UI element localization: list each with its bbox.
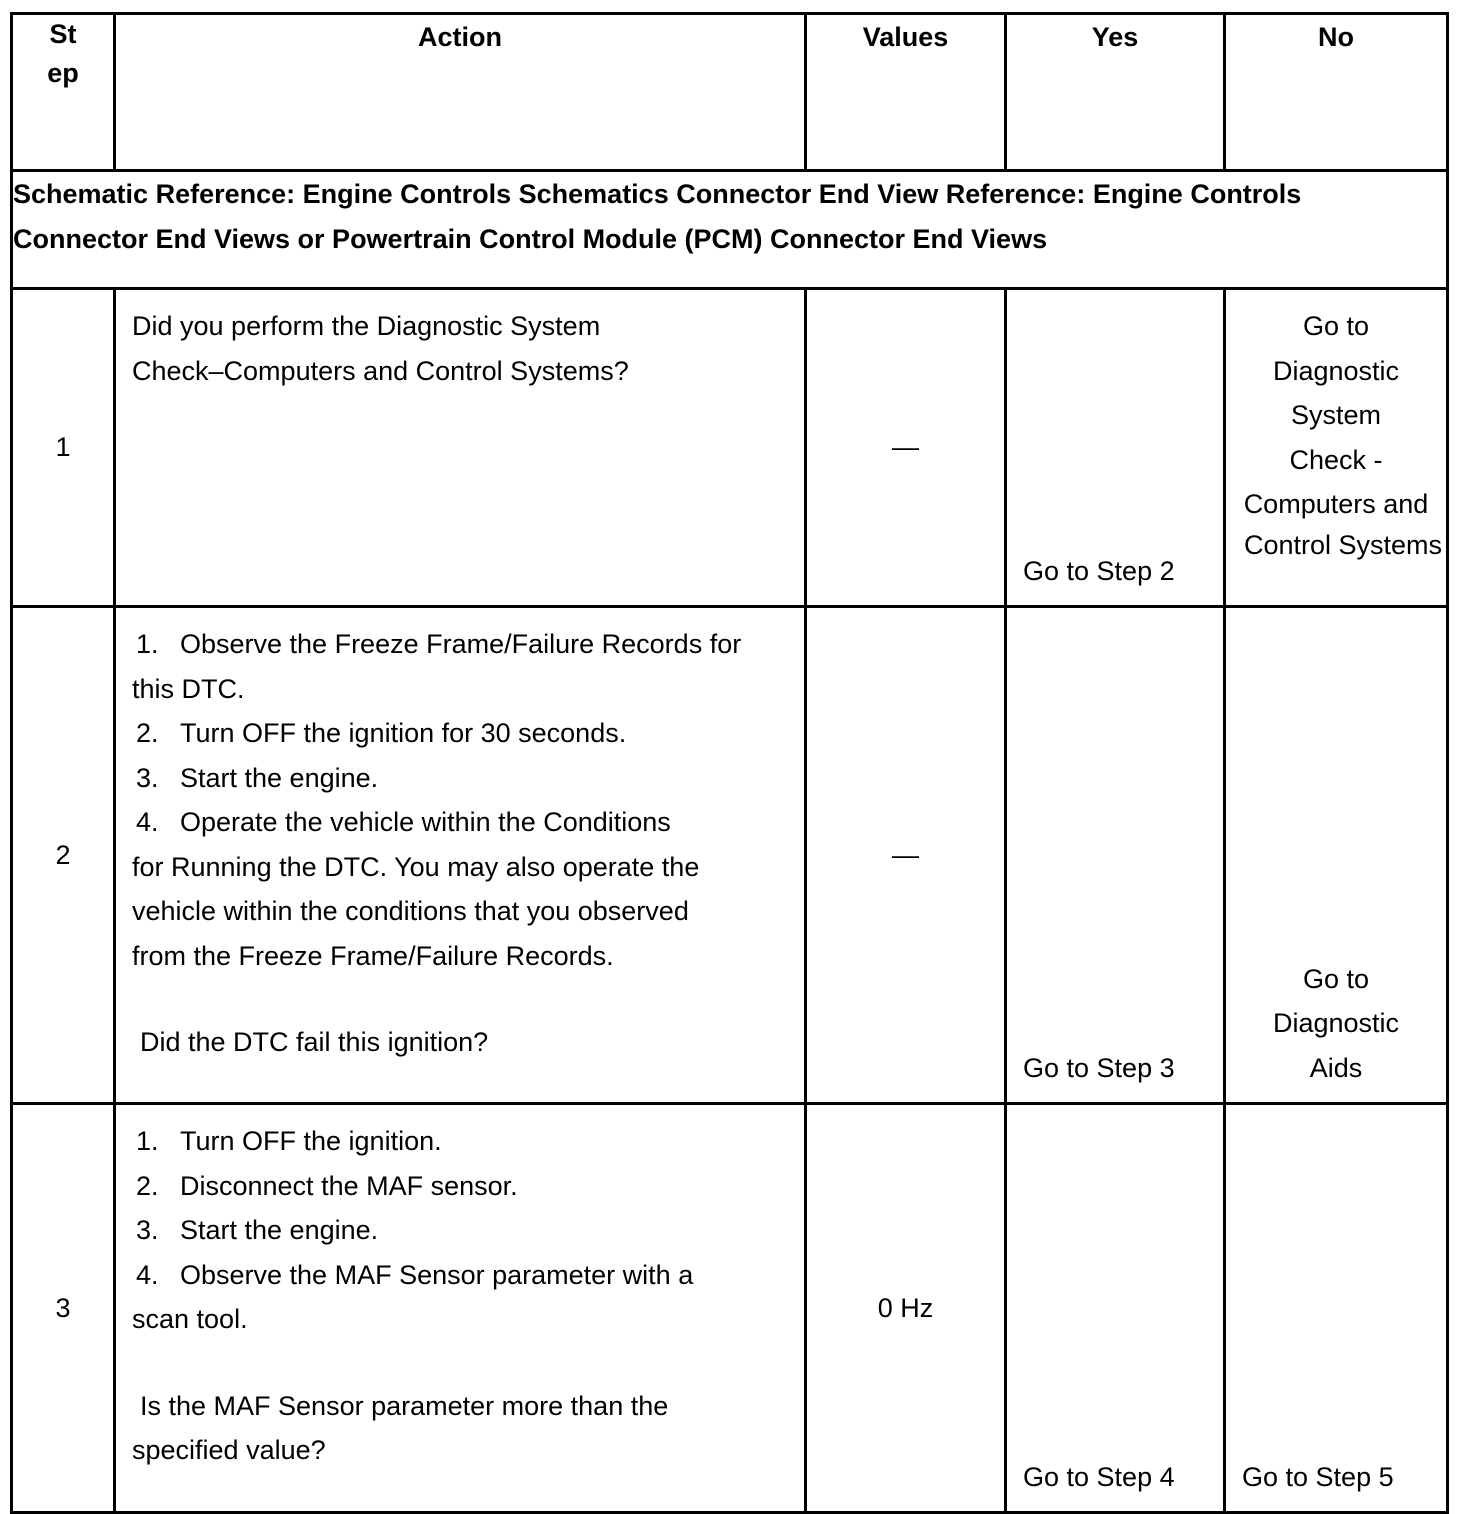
no-cell: Go to Step 5 bbox=[1225, 1104, 1448, 1513]
reference-line-2: Connector End Views or Powertrain Control Module (PCM) Connector End Views bbox=[13, 223, 1048, 254]
no-cell: Go to Diagnostic Aids bbox=[1225, 607, 1448, 1104]
action-cell: 1. Observe the Freeze Frame/Failure Records for this DTC. 2. Turn OFF the ignition for 30 seconds. 3. Start the engine. 4. Operate the vehicle within the Conditions for Running the DTC. You may also operate the vehicle within the conditions that you observed from the Freeze Frame/Failure Records. Did the DTC fail this ignition? bbox=[115, 607, 806, 1104]
schematic-reference bbox=[12, 171, 1448, 289]
table-row bbox=[12, 1104, 1448, 1513]
yes-cell: Go to Step 3 bbox=[1006, 607, 1225, 1104]
header-row bbox=[12, 14, 1448, 171]
header-yes: Yes bbox=[1006, 14, 1225, 171]
value-cell: — bbox=[806, 607, 1006, 1104]
header-step: St ep bbox=[12, 14, 115, 171]
header-values: Values bbox=[806, 14, 1006, 171]
diagnostic-table-sheet bbox=[10, 12, 1454, 1492]
no-cell: Go to Diagnostic System Check - Computers and Control Systems bbox=[1225, 289, 1448, 607]
question: Did the DTC fail this ignition? bbox=[140, 1027, 489, 1057]
yes-cell: Go to Step 4 bbox=[1006, 1104, 1225, 1513]
reference-line-1: Schematic Reference: Engine Controls Schematics Connector End View Reference: Engine Controls bbox=[13, 179, 1302, 209]
table-row bbox=[12, 607, 1448, 1104]
step-number: 3 bbox=[12, 1104, 115, 1513]
table-row bbox=[12, 289, 1448, 607]
action-cell: Did you perform the Diagnostic System Check–Computers and Control Systems? bbox=[115, 289, 806, 607]
step-number: 2 bbox=[12, 607, 115, 1104]
question: Is the MAF Sensor parameter more than the bbox=[140, 1390, 669, 1421]
header-action: Action bbox=[115, 14, 806, 171]
action-cell: 1. Turn OFF the ignition. 2. Disconnect the MAF sensor. 3. Start the engine. 4. Observe the MAF Sensor parameter with a scan tool. Is the MAF Sensor parameter more than the specified value? bbox=[115, 1104, 806, 1513]
diagnostic-table bbox=[10, 12, 1449, 1514]
header-no: No bbox=[1225, 14, 1448, 171]
yes-cell: Go to Step 2 bbox=[1006, 289, 1225, 607]
reference-row bbox=[12, 171, 1448, 289]
value-cell: — bbox=[806, 289, 1006, 607]
value-cell: 0 Hz bbox=[806, 1104, 1006, 1513]
step-number: 1 bbox=[12, 289, 115, 607]
